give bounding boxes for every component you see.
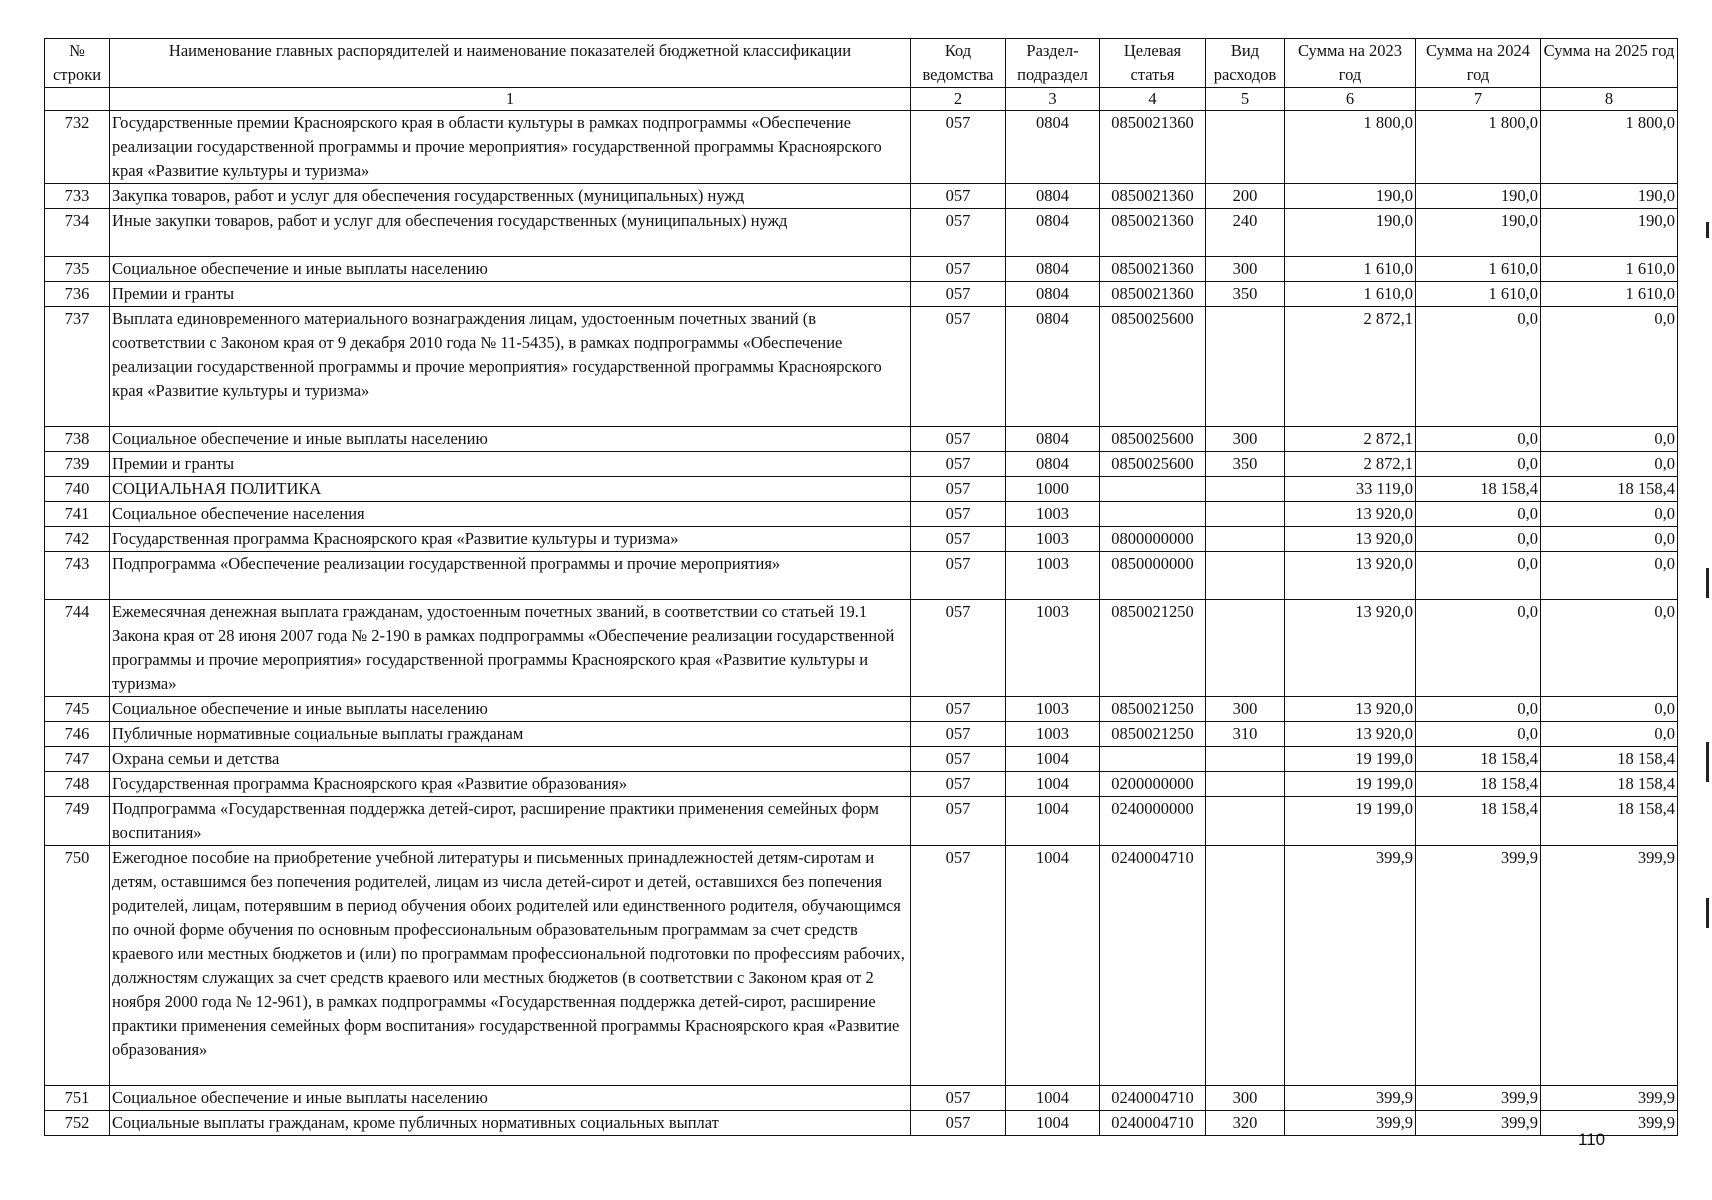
row-number-cell: 743 bbox=[45, 552, 110, 600]
sum-2025-cell: 0,0 bbox=[1541, 697, 1678, 722]
table-row bbox=[45, 552, 1678, 600]
header-name: Наименование главных распорядителей и наименование показателей бюджетной классификации bbox=[110, 39, 911, 88]
row-name-cell: Ежемесячная денежная выплата гражданам, удостоенным почетных званий, в соответствии со статьей 19.1 Закона края от 28 июня 2007 года № 2-190 в рамках подпрограммы «Обеспечение реализации государственной программы и прочие мероприятия» государственной программы Красноярского края «Развитие культуры и туризма» bbox=[110, 600, 911, 697]
sum-2025-cell: 18 158,4 bbox=[1541, 747, 1678, 772]
expense-type-cell: 300 bbox=[1206, 427, 1285, 452]
sum-2025-cell: 0,0 bbox=[1541, 552, 1678, 600]
expense-type-cell bbox=[1206, 527, 1285, 552]
dept-code-cell: 057 bbox=[911, 797, 1006, 846]
row-number-cell: 750 bbox=[45, 846, 110, 1086]
section-code-cell: 0804 bbox=[1006, 282, 1100, 307]
sum-2023-cell: 13 920,0 bbox=[1285, 600, 1416, 697]
row-number-cell: 732 bbox=[45, 111, 110, 184]
row-name-cell: Социальное обеспечение и иные выплаты населению bbox=[110, 697, 911, 722]
scan-edge-mark bbox=[1706, 222, 1709, 238]
sum-2025-cell: 1 610,0 bbox=[1541, 282, 1678, 307]
dept-code-cell: 057 bbox=[911, 697, 1006, 722]
sum-2024-cell: 1 610,0 bbox=[1416, 282, 1541, 307]
row-number-cell: 742 bbox=[45, 527, 110, 552]
target-article-cell: 0240004710 bbox=[1100, 1086, 1206, 1111]
sum-2024-cell: 399,9 bbox=[1416, 846, 1541, 1086]
table-row bbox=[45, 209, 1678, 257]
sum-2023-cell: 1 610,0 bbox=[1285, 282, 1416, 307]
expense-type-cell bbox=[1206, 307, 1285, 427]
sum-2025-cell: 18 158,4 bbox=[1541, 797, 1678, 846]
scan-edge-mark bbox=[1706, 898, 1709, 928]
section-code-cell: 0804 bbox=[1006, 307, 1100, 427]
dept-code-cell: 057 bbox=[911, 282, 1006, 307]
dept-code-cell: 057 bbox=[911, 257, 1006, 282]
target-article-cell: 0850021360 bbox=[1100, 184, 1206, 209]
sum-2023-cell: 399,9 bbox=[1285, 846, 1416, 1086]
target-article-cell: 0850021360 bbox=[1100, 282, 1206, 307]
column-number-row bbox=[45, 88, 1678, 111]
row-name-cell: СОЦИАЛЬНАЯ ПОЛИТИКА bbox=[110, 477, 911, 502]
sum-2024-cell: 0,0 bbox=[1416, 307, 1541, 427]
sum-2024-cell: 0,0 bbox=[1416, 697, 1541, 722]
sum-2023-cell: 399,9 bbox=[1285, 1086, 1416, 1111]
expense-type-cell bbox=[1206, 772, 1285, 797]
header-dept-code: Код ведомства bbox=[911, 39, 1006, 88]
dept-code-cell: 057 bbox=[911, 307, 1006, 427]
sum-2023-cell: 13 920,0 bbox=[1285, 552, 1416, 600]
target-article-cell: 0850000000 bbox=[1100, 552, 1206, 600]
row-name-cell: Государственная программа Красноярского края «Развитие культуры и туризма» bbox=[110, 527, 911, 552]
row-name-cell: Премии и гранты bbox=[110, 452, 911, 477]
dept-code-cell: 057 bbox=[911, 772, 1006, 797]
row-number-cell: 739 bbox=[45, 452, 110, 477]
expense-type-cell: 320 bbox=[1206, 1111, 1285, 1136]
section-code-cell: 0804 bbox=[1006, 257, 1100, 282]
target-article-cell: 0850025600 bbox=[1100, 427, 1206, 452]
section-code-cell: 1004 bbox=[1006, 772, 1100, 797]
table-row bbox=[45, 452, 1678, 477]
sum-2025-cell: 1 610,0 bbox=[1541, 257, 1678, 282]
sum-2023-cell: 13 920,0 bbox=[1285, 502, 1416, 527]
row-number-cell: 734 bbox=[45, 209, 110, 257]
scan-edge-mark bbox=[1706, 742, 1709, 782]
dept-code-cell: 057 bbox=[911, 747, 1006, 772]
table-row bbox=[45, 1111, 1678, 1136]
expense-type-cell: 300 bbox=[1206, 697, 1285, 722]
sum-2025-cell: 399,9 bbox=[1541, 846, 1678, 1086]
row-number-cell: 747 bbox=[45, 747, 110, 772]
dept-code-cell: 057 bbox=[911, 1111, 1006, 1136]
target-article-cell: 0850025600 bbox=[1100, 307, 1206, 427]
dept-code-cell: 057 bbox=[911, 722, 1006, 747]
sum-2024-cell: 18 158,4 bbox=[1416, 747, 1541, 772]
section-code-cell: 1003 bbox=[1006, 552, 1100, 600]
section-code-cell: 0804 bbox=[1006, 209, 1100, 257]
sum-2023-cell: 13 920,0 bbox=[1285, 527, 1416, 552]
section-code-cell: 1004 bbox=[1006, 1086, 1100, 1111]
sum-2025-cell: 1 800,0 bbox=[1541, 111, 1678, 184]
table-row bbox=[45, 307, 1678, 427]
row-number-cell: 751 bbox=[45, 1086, 110, 1111]
row-name-cell: Социальное обеспечение и иные выплаты населению bbox=[110, 427, 911, 452]
sum-2025-cell: 0,0 bbox=[1541, 452, 1678, 477]
sum-2025-cell: 190,0 bbox=[1541, 209, 1678, 257]
row-number-cell: 749 bbox=[45, 797, 110, 846]
table-body bbox=[45, 111, 1678, 1136]
target-article-cell: 0240004710 bbox=[1100, 846, 1206, 1086]
target-article-cell bbox=[1100, 502, 1206, 527]
column-number-cell: 5 bbox=[1206, 88, 1285, 111]
sum-2025-cell: 399,9 bbox=[1541, 1111, 1678, 1136]
target-article-cell: 0240000000 bbox=[1100, 797, 1206, 846]
section-code-cell: 1004 bbox=[1006, 797, 1100, 846]
budget-table bbox=[44, 38, 1678, 1136]
header-sum-2025: Сумма на 2025 год bbox=[1541, 39, 1678, 88]
row-name-cell: Подпрограмма «Обеспечение реализации государственной программы и прочие мероприятия» bbox=[110, 552, 911, 600]
table-row bbox=[45, 427, 1678, 452]
row-name-cell: Выплата единовременного материального вознаграждения лицам, удостоенным почетных званий (в соответствии с Законом края от 9 декабря 2010 года № 11-5435), в рамках подпрограммы «Обеспечение реализации государственной программы и прочие мероприятия» государственной программы Красноярского края «Развитие культуры и туризма» bbox=[110, 307, 911, 427]
dept-code-cell: 057 bbox=[911, 846, 1006, 1086]
table-row bbox=[45, 846, 1678, 1086]
header-expense-type: Вид расходов bbox=[1206, 39, 1285, 88]
expense-type-cell: 240 bbox=[1206, 209, 1285, 257]
row-name-cell: Социальное обеспечение и иные выплаты населению bbox=[110, 1086, 911, 1111]
dept-code-cell: 057 bbox=[911, 552, 1006, 600]
target-article-cell: 0850021250 bbox=[1100, 722, 1206, 747]
dept-code-cell: 057 bbox=[911, 600, 1006, 697]
table-row bbox=[45, 527, 1678, 552]
sum-2025-cell: 0,0 bbox=[1541, 502, 1678, 527]
row-number-cell: 736 bbox=[45, 282, 110, 307]
column-number-cell: 7 bbox=[1416, 88, 1541, 111]
section-code-cell: 1004 bbox=[1006, 747, 1100, 772]
sum-2024-cell: 1 800,0 bbox=[1416, 111, 1541, 184]
sum-2023-cell: 1 610,0 bbox=[1285, 257, 1416, 282]
header-section: Раздел-подраздел bbox=[1006, 39, 1100, 88]
sum-2024-cell: 18 158,4 bbox=[1416, 797, 1541, 846]
expense-type-cell bbox=[1206, 600, 1285, 697]
header-target-article: Целевая статья bbox=[1100, 39, 1206, 88]
expense-type-cell bbox=[1206, 111, 1285, 184]
target-article-cell: 0850021250 bbox=[1100, 697, 1206, 722]
sum-2025-cell: 0,0 bbox=[1541, 427, 1678, 452]
header-row-number: № строки bbox=[45, 39, 110, 88]
sum-2023-cell: 190,0 bbox=[1285, 184, 1416, 209]
sum-2023-cell: 19 199,0 bbox=[1285, 772, 1416, 797]
target-article-cell: 0850021360 bbox=[1100, 209, 1206, 257]
row-name-cell: Социальные выплаты гражданам, кроме публичных нормативных социальных выплат bbox=[110, 1111, 911, 1136]
expense-type-cell: 310 bbox=[1206, 722, 1285, 747]
section-code-cell: 1004 bbox=[1006, 846, 1100, 1086]
expense-type-cell: 350 bbox=[1206, 282, 1285, 307]
expense-type-cell: 300 bbox=[1206, 1086, 1285, 1111]
target-article-cell: 0850025600 bbox=[1100, 452, 1206, 477]
expense-type-cell bbox=[1206, 502, 1285, 527]
sum-2024-cell: 18 158,4 bbox=[1416, 477, 1541, 502]
row-name-cell: Иные закупки товаров, работ и услуг для обеспечения государственных (муниципальных) нужд bbox=[110, 209, 911, 257]
sum-2023-cell: 2 872,1 bbox=[1285, 427, 1416, 452]
table-row bbox=[45, 747, 1678, 772]
sum-2025-cell: 0,0 bbox=[1541, 600, 1678, 697]
section-code-cell: 1003 bbox=[1006, 527, 1100, 552]
row-name-cell: Подпрограмма «Государственная поддержка детей-сирот, расширение практики применения семейных форм воспитания» bbox=[110, 797, 911, 846]
expense-type-cell: 200 bbox=[1206, 184, 1285, 209]
table-row bbox=[45, 111, 1678, 184]
sum-2023-cell: 19 199,0 bbox=[1285, 797, 1416, 846]
column-number-cell: 4 bbox=[1100, 88, 1206, 111]
row-number-cell: 744 bbox=[45, 600, 110, 697]
table-row bbox=[45, 697, 1678, 722]
row-number-cell: 748 bbox=[45, 772, 110, 797]
table-row bbox=[45, 722, 1678, 747]
expense-type-cell bbox=[1206, 477, 1285, 502]
sum-2023-cell: 13 920,0 bbox=[1285, 722, 1416, 747]
section-code-cell: 1003 bbox=[1006, 722, 1100, 747]
sum-2023-cell: 13 920,0 bbox=[1285, 697, 1416, 722]
sum-2024-cell: 190,0 bbox=[1416, 184, 1541, 209]
dept-code-cell: 057 bbox=[911, 209, 1006, 257]
target-article-cell: 0850021360 bbox=[1100, 111, 1206, 184]
table-row bbox=[45, 184, 1678, 209]
row-number-cell: 740 bbox=[45, 477, 110, 502]
row-number-cell: 752 bbox=[45, 1111, 110, 1136]
sum-2024-cell: 18 158,4 bbox=[1416, 772, 1541, 797]
row-number-cell: 737 bbox=[45, 307, 110, 427]
target-article-cell bbox=[1100, 747, 1206, 772]
column-number-cell: 3 bbox=[1006, 88, 1100, 111]
row-name-cell: Закупка товаров, работ и услуг для обеспечения государственных (муниципальных) нужд bbox=[110, 184, 911, 209]
dept-code-cell: 057 bbox=[911, 1086, 1006, 1111]
row-number-cell: 733 bbox=[45, 184, 110, 209]
sum-2025-cell: 18 158,4 bbox=[1541, 477, 1678, 502]
row-name-cell: Государственная программа Красноярского края «Развитие образования» bbox=[110, 772, 911, 797]
row-name-cell: Публичные нормативные социальные выплаты гражданам bbox=[110, 722, 911, 747]
row-name-cell: Государственные премии Красноярского края в области культуры в рамках подпрограммы «Обеспечение реализации государственной программы и прочие мероприятия» государственной программы Красноярского края «Развитие культуры и туризма» bbox=[110, 111, 911, 184]
row-name-cell: Социальное обеспечение населения bbox=[110, 502, 911, 527]
expense-type-cell: 350 bbox=[1206, 452, 1285, 477]
target-article-cell: 0850021250 bbox=[1100, 600, 1206, 697]
column-number-cell: 8 bbox=[1541, 88, 1678, 111]
table-row bbox=[45, 600, 1678, 697]
section-code-cell: 1003 bbox=[1006, 502, 1100, 527]
table-row bbox=[45, 282, 1678, 307]
sum-2024-cell: 0,0 bbox=[1416, 527, 1541, 552]
dept-code-cell: 057 bbox=[911, 502, 1006, 527]
target-article-cell: 0200000000 bbox=[1100, 772, 1206, 797]
expense-type-cell bbox=[1206, 846, 1285, 1086]
sum-2023-cell: 1 800,0 bbox=[1285, 111, 1416, 184]
expense-type-cell bbox=[1206, 747, 1285, 772]
row-name-cell: Охрана семьи и детства bbox=[110, 747, 911, 772]
row-number-cell: 735 bbox=[45, 257, 110, 282]
expense-type-cell bbox=[1206, 552, 1285, 600]
row-number-cell: 738 bbox=[45, 427, 110, 452]
target-article-cell bbox=[1100, 477, 1206, 502]
sum-2024-cell: 0,0 bbox=[1416, 502, 1541, 527]
sum-2025-cell: 18 158,4 bbox=[1541, 772, 1678, 797]
table-row bbox=[45, 477, 1678, 502]
section-code-cell: 0804 bbox=[1006, 111, 1100, 184]
dept-code-cell: 057 bbox=[911, 111, 1006, 184]
column-number-cell: 2 bbox=[911, 88, 1006, 111]
section-code-cell: 0804 bbox=[1006, 427, 1100, 452]
dept-code-cell: 057 bbox=[911, 427, 1006, 452]
section-code-cell: 1003 bbox=[1006, 697, 1100, 722]
table-row bbox=[45, 1086, 1678, 1111]
sum-2025-cell: 0,0 bbox=[1541, 527, 1678, 552]
dept-code-cell: 057 bbox=[911, 477, 1006, 502]
dept-code-cell: 057 bbox=[911, 527, 1006, 552]
sum-2025-cell: 190,0 bbox=[1541, 184, 1678, 209]
table-row bbox=[45, 257, 1678, 282]
sum-2023-cell: 33 119,0 bbox=[1285, 477, 1416, 502]
row-number-cell: 741 bbox=[45, 502, 110, 527]
sum-2024-cell: 399,9 bbox=[1416, 1111, 1541, 1136]
expense-type-cell: 300 bbox=[1206, 257, 1285, 282]
sum-2024-cell: 0,0 bbox=[1416, 452, 1541, 477]
column-number-cell bbox=[45, 88, 110, 111]
row-number-cell: 746 bbox=[45, 722, 110, 747]
column-number-cell: 6 bbox=[1285, 88, 1416, 111]
sum-2024-cell: 0,0 bbox=[1416, 427, 1541, 452]
dept-code-cell: 057 bbox=[911, 452, 1006, 477]
table-row bbox=[45, 502, 1678, 527]
target-article-cell: 0800000000 bbox=[1100, 527, 1206, 552]
sum-2025-cell: 399,9 bbox=[1541, 1086, 1678, 1111]
sum-2024-cell: 190,0 bbox=[1416, 209, 1541, 257]
sum-2023-cell: 399,9 bbox=[1285, 1111, 1416, 1136]
column-number-cell: 1 bbox=[110, 88, 911, 111]
sum-2024-cell: 0,0 bbox=[1416, 722, 1541, 747]
section-code-cell: 0804 bbox=[1006, 184, 1100, 209]
scan-edge-mark bbox=[1706, 568, 1709, 598]
table-row bbox=[45, 772, 1678, 797]
target-article-cell: 0240004710 bbox=[1100, 1111, 1206, 1136]
section-code-cell: 1003 bbox=[1006, 600, 1100, 697]
dept-code-cell: 057 bbox=[911, 184, 1006, 209]
sum-2024-cell: 399,9 bbox=[1416, 1086, 1541, 1111]
header-sum-2023: Сумма на 2023 год bbox=[1285, 39, 1416, 88]
page-number: 110 bbox=[1578, 1130, 1606, 1149]
header-row bbox=[45, 39, 1678, 88]
sum-2025-cell: 0,0 bbox=[1541, 722, 1678, 747]
header-sum-2024: Сумма на 2024 год bbox=[1416, 39, 1541, 88]
sum-2024-cell: 0,0 bbox=[1416, 552, 1541, 600]
table-row bbox=[45, 797, 1678, 846]
expense-type-cell bbox=[1206, 797, 1285, 846]
row-name-cell: Ежегодное пособие на приобретение учебной литературы и письменных принадлежностей детям-сиротам и детям, оставшимся без попечения родителей, лицам из числа детей-сирот и детей, оставшихся без попечения родителей, лицам, потерявшим в период обучения обоих родителей или единственного родителя, обучающимся по очной форме обучения по основным профессиональным образовательным программам за счет средств краевого или местных бюджетов и (или) по программам профессиональной подготовки по профессиям рабочих, должностям служащих за счет средств краевого или местных бюджетов (в соответствии с Законом края от 2 ноября 2000 года № 12-961), в рамках подпрограммы «Государственная поддержка детей-сирот, расширение практики применения семейных форм воспитания» государственной программы Красноярского края «Развитие образования» bbox=[110, 846, 911, 1086]
row-name-cell: Социальное обеспечение и иные выплаты населению bbox=[110, 257, 911, 282]
section-code-cell: 0804 bbox=[1006, 452, 1100, 477]
section-code-cell: 1000 bbox=[1006, 477, 1100, 502]
row-number-cell: 745 bbox=[45, 697, 110, 722]
sum-2025-cell: 0,0 bbox=[1541, 307, 1678, 427]
row-name-cell: Премии и гранты bbox=[110, 282, 911, 307]
sum-2024-cell: 1 610,0 bbox=[1416, 257, 1541, 282]
section-code-cell: 1004 bbox=[1006, 1111, 1100, 1136]
target-article-cell: 0850021360 bbox=[1100, 257, 1206, 282]
sum-2023-cell: 2 872,1 bbox=[1285, 307, 1416, 427]
sum-2023-cell: 2 872,1 bbox=[1285, 452, 1416, 477]
sum-2023-cell: 190,0 bbox=[1285, 209, 1416, 257]
sum-2023-cell: 19 199,0 bbox=[1285, 747, 1416, 772]
sum-2024-cell: 0,0 bbox=[1416, 600, 1541, 697]
